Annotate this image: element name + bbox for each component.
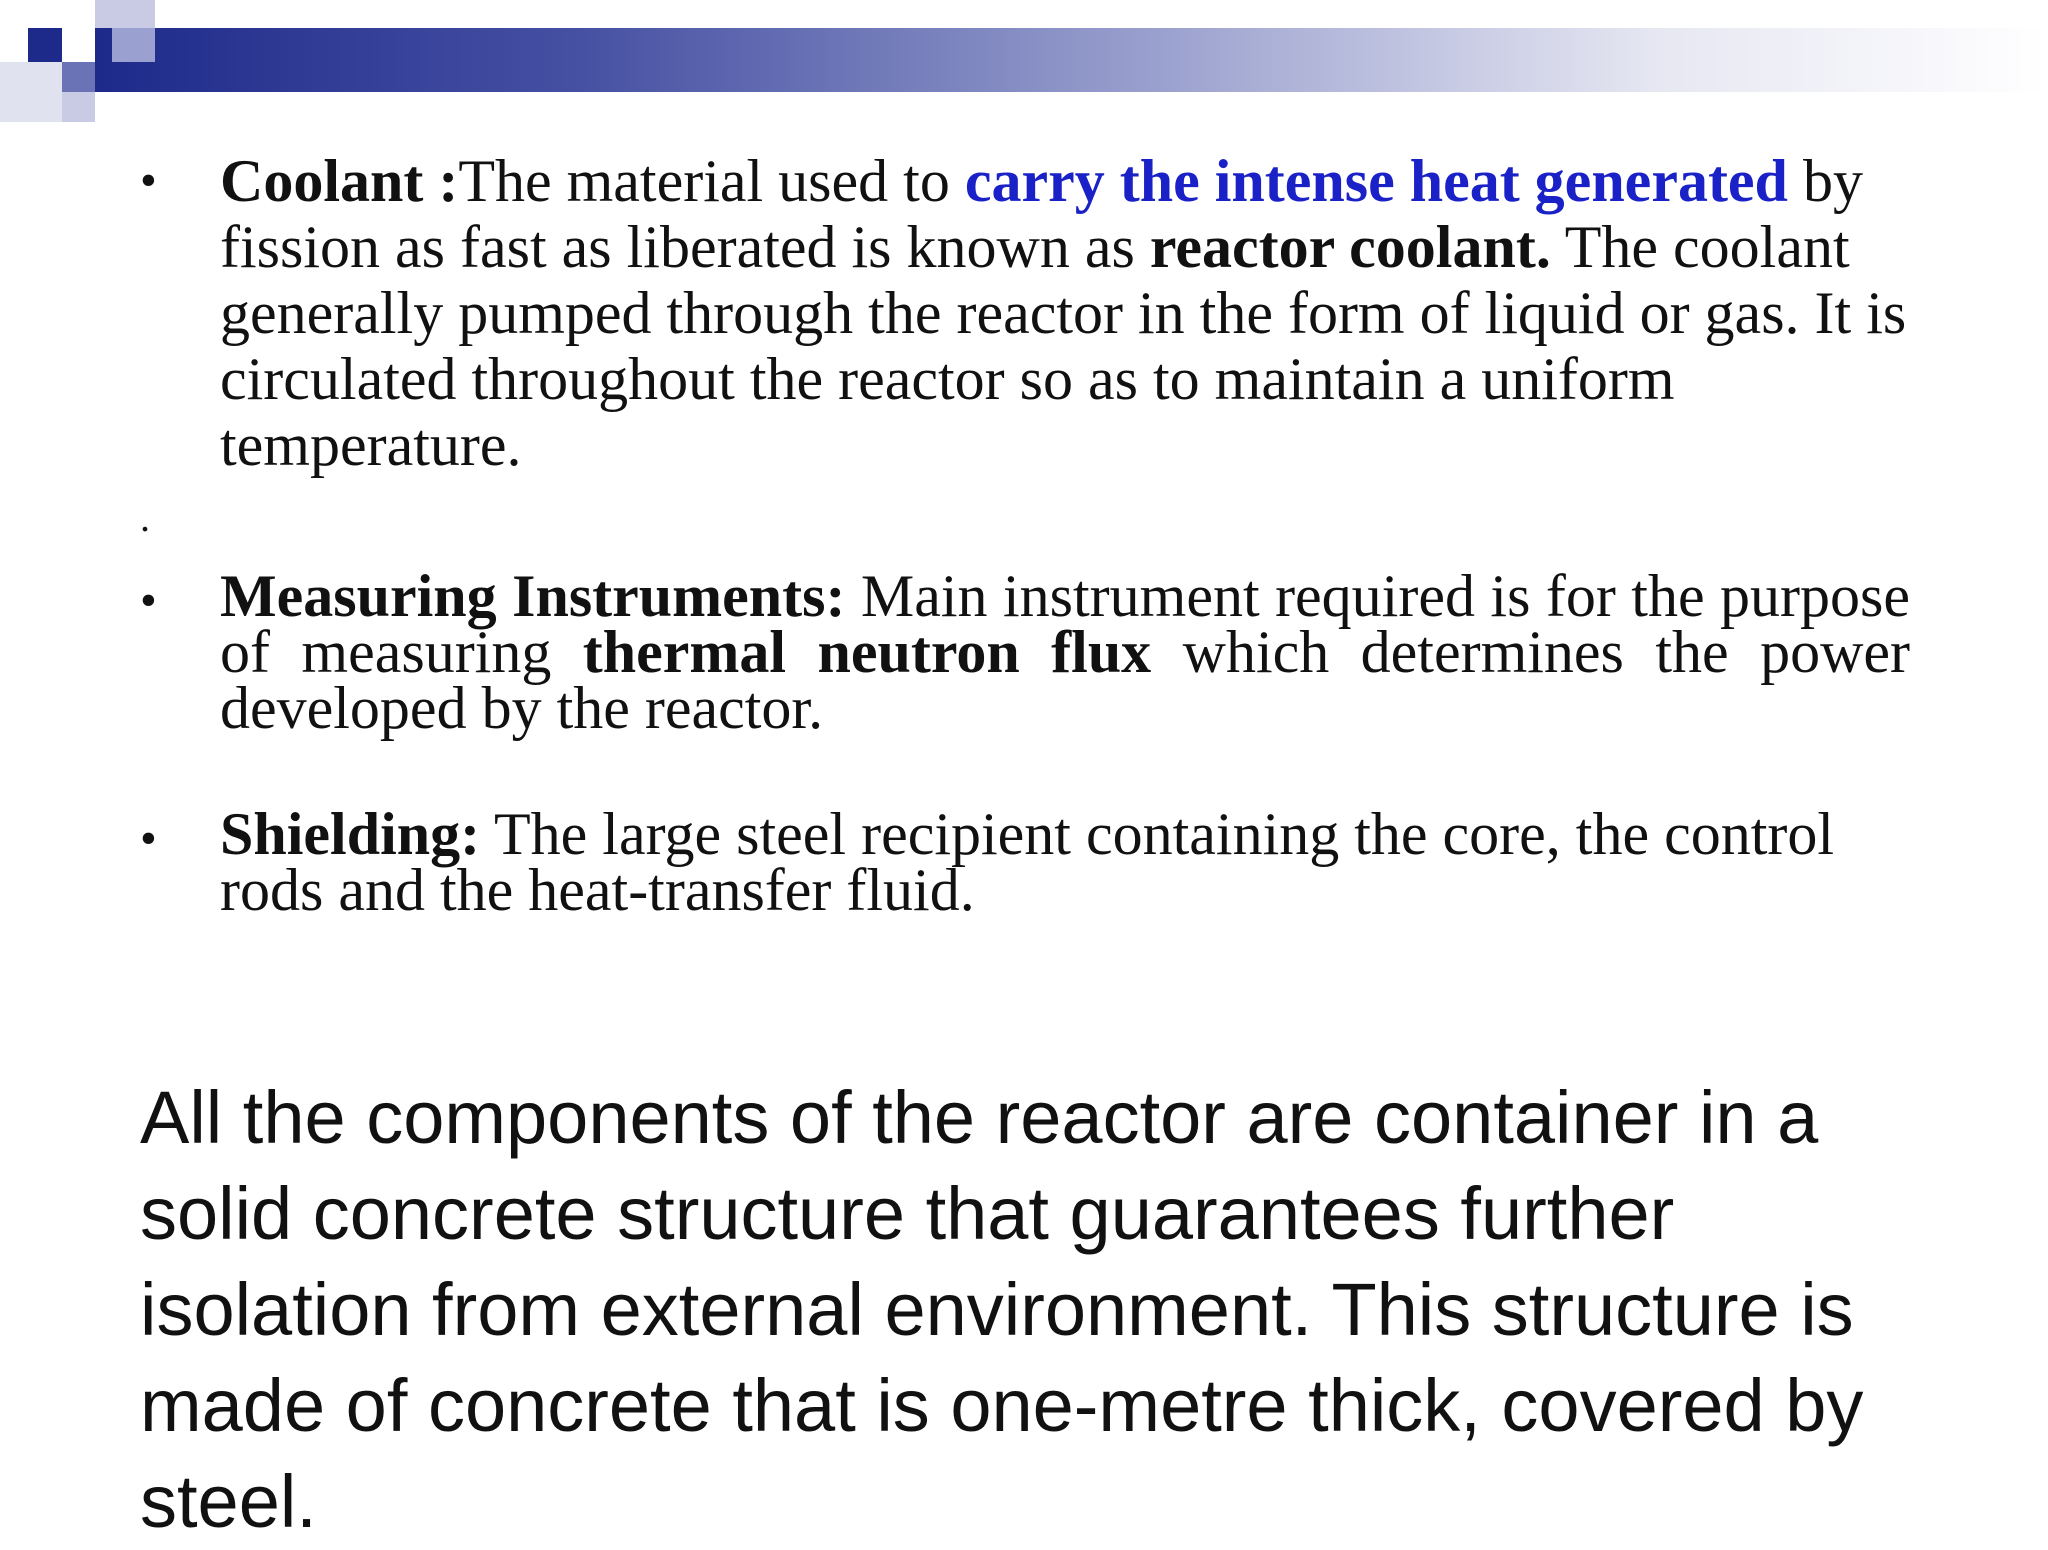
header-decor-square [0,62,62,122]
bullet-term: Measuring Instruments: [220,563,846,629]
header-decor-square [62,92,95,122]
bullet-marker: • [140,812,157,865]
header-decor-square [112,28,155,62]
header-decor-square [95,0,155,28]
bullet-item-measuring-instruments [140,563,1911,741]
bullet-text: which determines the power developed by the reactor. [220,619,1911,741]
bullet-term: Shielding: [220,801,481,867]
summary-paragraph: All the components of the reactor are container in a solid concrete structure that guarantees further isolation from external environment. This structure is made of concrete that is one-metre thick, covered by steel. [140,1076,1864,1543]
bullet-text: The material used to [458,148,965,214]
bullet-term: Coolant : [220,148,459,214]
bullet-text: The coolant generally pumped through the reactor in the form of liquid or gas. It is circulated throughout the reactor so as to maintain a uniform temperature. [220,214,1907,478]
highlighted-phrase: carry the intense heat generated [964,148,1788,214]
bullet-marker: • [140,574,157,627]
stray-dot: . [140,495,150,540]
bullet-text: The large steel recipient containing the core, the control rods and the heat-transfer fluid. [220,801,1835,923]
bullet-list [140,148,1911,923]
bold-phrase: reactor coolant. [1149,214,1551,280]
bullet-item-shielding [140,801,1910,923]
bullet-item-coolant [140,148,1910,478]
bullet-text: by fission as fast as liberated is known as [220,148,1863,280]
bold-phrase: thermal neutron flux [582,619,1152,685]
header-gradient-bar [95,28,2048,92]
bullet-text: Main instrument required is for the purpose of measuring [220,563,1910,685]
header-decor-square [28,28,62,62]
header-decor-square [62,62,95,92]
bullet-marker: • [140,154,157,207]
